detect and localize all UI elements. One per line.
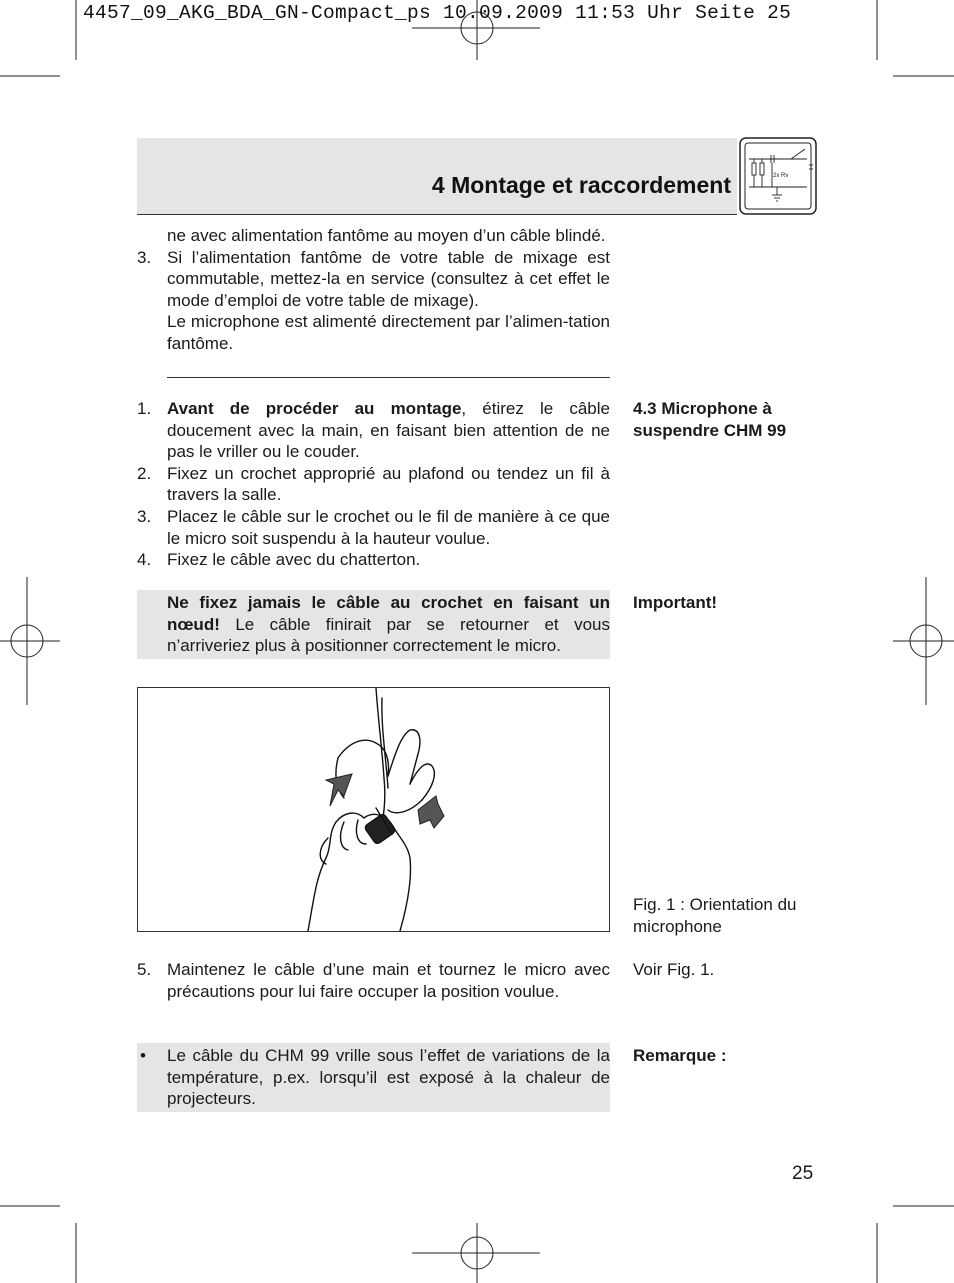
registration-mark-left bbox=[0, 577, 60, 705]
step-item: 4. Fixez le câble avec du chatterton. bbox=[137, 550, 421, 570]
step-item: 1. Avant de procéder au montage, étirez le câble doucement avec la main, en faisant bien attention de ne pas le vriller ou le couder. bbox=[137, 399, 610, 462]
registration-mark-right bbox=[893, 577, 954, 705]
important-text: Le câble finirait par se retourner et vous n’arriveriez plus à positionner correctement le micro. bbox=[167, 614, 610, 656]
step-item: 5. Maintenez le câble d’une main et tournez le micro avec précautions pour lui faire occuper la position voulue. bbox=[137, 960, 610, 1001]
important-warning: Ne fixez jamais le câble au crochet en faisant un nœud! bbox=[167, 593, 610, 634]
remark-item bbox=[137, 1045, 610, 1110]
hands-holding-microphone-illustration bbox=[138, 688, 609, 931]
see-figure-note: Voir Fig. 1. bbox=[633, 960, 715, 979]
continuation-block bbox=[137, 225, 610, 355]
continuation-text: ne avec alimentation fantôme au moyen d’un câble blindé. bbox=[167, 226, 606, 245]
figure-caption: Fig. 1 : Orientation du microphone bbox=[633, 895, 797, 936]
icon-label: 2x Rv bbox=[773, 173, 789, 179]
important-box bbox=[137, 590, 610, 659]
step-item: 3. Placez le câble sur le crochet ou le fil de manière à ce que le micro soit suspendu à la hauteur voulue. bbox=[137, 506, 610, 548]
steps-list bbox=[137, 398, 610, 571]
remark-label: Remarque : bbox=[633, 1046, 727, 1065]
step-item: 2. Fixez un crochet approprié au plafond ou tendez un fil à travers la salle. bbox=[137, 463, 610, 505]
phantom-note: Le microphone est alimenté directement par l’alimen-tation fantôme. bbox=[167, 312, 610, 353]
important-label: Important! bbox=[633, 593, 718, 612]
section-divider bbox=[167, 377, 610, 378]
circuit-diagram-icon bbox=[739, 137, 817, 215]
list-item: 3. Si l’alimentation fantôme de votre table de mixage est commutable, mettez-la en service (consultez à cet effet le mode d’emploi de votre table de mixage). bbox=[137, 247, 610, 310]
section-heading: 4.3 Microphone à suspendre CHM 99 bbox=[633, 399, 787, 440]
page-number: 25 bbox=[792, 1163, 814, 1184]
figure-illustration bbox=[137, 687, 610, 932]
step5-block bbox=[137, 959, 610, 1002]
remark-box bbox=[137, 1043, 610, 1112]
registration-mark-bottom bbox=[412, 1223, 540, 1283]
remark-text: Le câble du CHM 99 vrille sous l’effet de variations de la température, p.ex. lorsqu’il est exposé à la chaleur de projecteurs. bbox=[167, 1046, 610, 1109]
print-slug: 4457_09_AKG_BDA_GN-Compact_ps 10.09.2009 11:53 Uhr Seite 25 bbox=[83, 2, 792, 24]
bullet: • bbox=[140, 1046, 146, 1065]
chapter-header bbox=[137, 138, 737, 215]
chapter-title: 4 Montage et raccordement bbox=[431, 172, 731, 198]
